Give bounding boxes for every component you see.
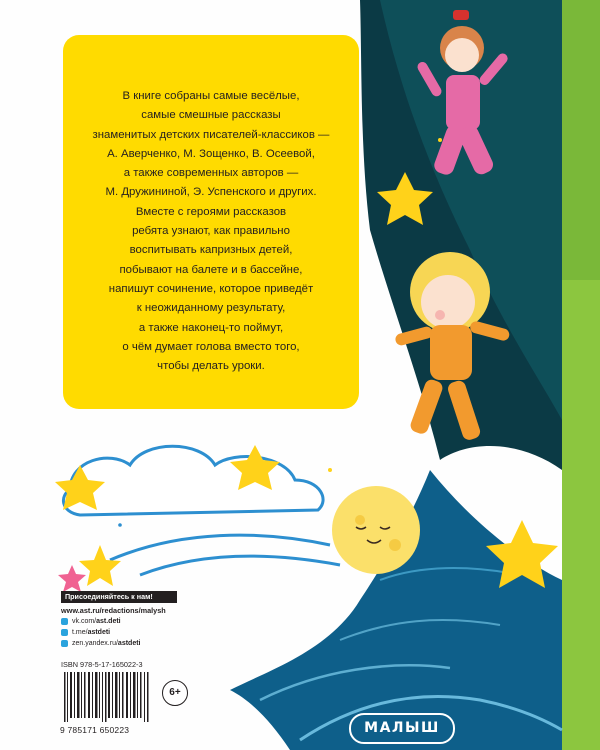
blurb-line: М. Дружининой, Э. Успенского и других.: [105, 186, 317, 199]
blurb-line: а также наконец-то поймут,: [138, 321, 284, 334]
star-pink: [58, 565, 86, 592]
blurb-line: о чём думает голова вместо того,: [122, 340, 300, 353]
blurb-line: Вместе с героями рассказов: [135, 205, 287, 218]
blurb-line: к неожиданному результату,: [136, 302, 286, 315]
blurb-line: самые смешные рассказы: [141, 109, 281, 122]
social-prefix: vk.com/: [72, 618, 97, 625]
age-rating-badge: 6+: [162, 680, 188, 706]
blurb-line: а также современных авторов —: [123, 167, 299, 180]
barcode-bars: [64, 672, 149, 722]
publisher-logo: МАЛЫШ: [364, 720, 440, 736]
blurb-line: чтобы делать уроки.: [157, 360, 265, 373]
smiling-moon: [332, 486, 420, 574]
social-prefix: t.me/: [72, 629, 88, 636]
annotation-text: [63, 87, 359, 376]
cloud: [63, 446, 323, 515]
blurb-line: ребята узнают, как правильно: [132, 225, 290, 238]
telegram-icon: [61, 629, 68, 636]
social-prefix: zen.yandex.ru/: [72, 640, 118, 647]
blurb-line: А. Аверченко, М. Зощенко, В. Осеевой,: [107, 147, 315, 160]
star-bottom-left: [79, 545, 121, 586]
annotation-panel: [63, 35, 359, 409]
vk-icon: [61, 618, 68, 625]
social-handle: astdeti: [87, 629, 111, 636]
blurb-line: побывают на балете и в бассейне,: [119, 263, 303, 276]
social-handle: astdeti: [117, 640, 141, 647]
barcode-digits: 9 785171 650223: [60, 725, 130, 735]
social-link-zen[interactable]: [61, 640, 140, 647]
join-us-label: Присоединяйтесь к нам!: [61, 591, 177, 603]
blurb-line: напишут сочинение, которое приведёт: [108, 282, 314, 295]
blurb-line: воспитывать капризных детей,: [129, 244, 293, 257]
social-link-telegram[interactable]: [61, 629, 110, 636]
social-handle: ast.deti: [96, 618, 121, 625]
social-link-vk[interactable]: [61, 618, 121, 625]
blurb-line: В книге собраны самые весёлые,: [122, 90, 300, 102]
publisher-site-link[interactable]: www.ast.ru/redactions/malysh: [61, 606, 166, 615]
zen-icon: [61, 640, 68, 647]
blurb-line: знаменитых детских писателей-классиков —: [92, 128, 330, 141]
isbn-text: ISBN 978-5-17-165022-3: [61, 660, 143, 669]
